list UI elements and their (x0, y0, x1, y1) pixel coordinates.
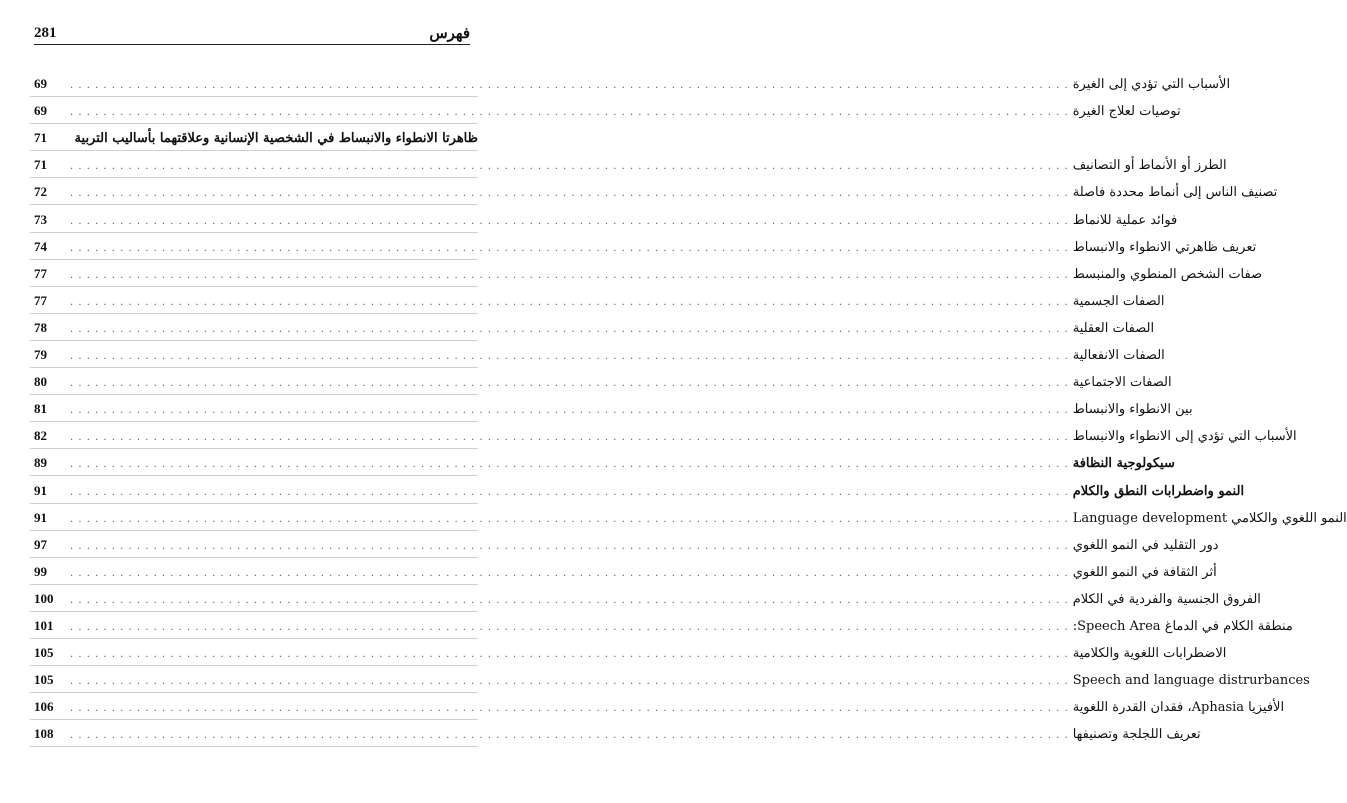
toc-page-number: 78 (34, 319, 47, 335)
toc-entry-title: الأسباب التي تؤدي إلى الغيرة (1072, 77, 1231, 93)
toc-page-number: 72 (34, 184, 47, 200)
toc-entry (30, 422, 1297, 449)
toc-entry-title: الصفات الجسمية (1072, 293, 1165, 309)
toc-page-number: 74 (34, 238, 47, 254)
toc-entry (30, 612, 1293, 639)
dot-leader: . . . . . . . . . . . . . . . . . . . . . . . . . . . . . . . . . . . . . . . . . . . . . . . . . . . . . . . . . . . . . . . . . . . . . . . . . . . . . . . . . . . . . . . . . . . . . . . . . . . . . . . . . . . . . . . . . . . . . . . . (70, 161, 1069, 173)
toc-page-number: 100 (34, 590, 54, 606)
toc-entry (30, 368, 1172, 395)
dot-leader: . . . . . . . . . . . . . . . . . . . . . . . . . . . . . . . . . . . . . . . . . . . . . . . . . . . . . . . . . . . . . . . . . . . . . . . . . . . . . . . . . . . . . . . . . . . . . . . . . . . . . . . . . . . . . . . . . . . . . . . . (70, 323, 1069, 335)
toc-entry (30, 314, 1155, 341)
toc-entry (30, 70, 1231, 97)
toc-page-number: 80 (34, 374, 47, 390)
dot-leader: . . . . . . . . . . . . . . . . . . . . . . . . . . . . . . . . . . . . . . . . . . . . . . . . . . . . . . . . . . . . . . . . . . . . . . . . . . . . . . . . . . . . . . . . . . . . . . . . . . . . . . . . . . . . . . . . . . . . . . . . (70, 594, 1069, 606)
dot-leader: . . . . . . . . . . . . . . . . . . . . . . . . . . . . . . . . . . . . . . . . . . . . . . . . . . . . . . . . . . . . . . . . . . . . . . . . . . . . . . . . . . . . . . . . . . . . . . . . . . . . . . . . . . . . . . . . . . . . . . . . (70, 649, 1069, 661)
dot-leader: . . . . . . . . . . . . . . . . . . . . . . . . . . . . . . . . . . . . . . . . . . . . . . . . . . . . . . . . . . . . . . . . . . . . . . . . . . . . . . . . . . . . . . . . . . . . . . . . . . . . . . . . . . . . . . . . . . . . . . . . (70, 296, 1069, 308)
dot-leader: . . . . . . . . . . . . . . . . . . . . . . . . . . . . . . . . . . . . . . . . . . . . . . . . . . . . . . . . . . . . . . . . . . . . . . . . . . . . . . . . . . . . . . . . . . . . . . . . . . . . . . . . . . . . . . . . . . . . . . . . (70, 351, 1069, 363)
table-of-contents (30, 70, 1347, 747)
toc-entry-title: أثر الثقافة في النمو اللغوي (1072, 564, 1217, 580)
toc-page-number: 77 (34, 265, 47, 281)
dot-leader: . . . . . . . . . . . . . . . . . . . . . . . . . . . . . . . . . . . . . . . . . . . . . . . . . . . . . . . . . . . . . . . . . . . . . . . . . . . . . . . . . . . . . . . . . . . . . . . . . . . . . . . . . . . . . . . . . . . . . . . . (70, 676, 1069, 688)
dot-leader: . . . . . . . . . . . . . . . . . . . . . . . . . . . . . . . . . . . . . . . . . . . . . . . . . . . . . . . . . . . . . . . . . . . . . . . . . . . . . . . . . . . . . . . . . . . . . . . . . . . . . . . . . . . . . . . . . . . . . . . . (70, 405, 1069, 417)
toc-page-number: 82 (34, 428, 47, 444)
toc-entry (30, 395, 1193, 422)
toc-page-number: 101 (34, 617, 54, 633)
toc-entry-title: الصفات العقلية (1072, 320, 1155, 336)
toc-page-number: 91 (34, 482, 47, 498)
toc-page-number: 105 (34, 672, 54, 688)
dot-leader: . . . . . . . . . . . . . . . . . . . . . . . . . . . . . . . . . . . . . . . . . . . . . . . . . . . . . . . . . . . . . . . . . . . . . . . . . . . . . . . . . . . . . . . . . . . . . . . . . . . . . . . . . . . . . . . . . . . . . . . . (70, 107, 1069, 119)
toc-entry-title: الصفات الانفعالية (1072, 348, 1165, 364)
dot-leader: . . . . . . . . . . . . . . . . . . . . . . . . . . . . . . . . . . . . . . . . . . . . . . . . . . . . . . . . . . . . . . . . . . . . . . . . . . . . . . . . . . . . . . . . . . . . . . . . . . . . . . . . . . . . . . . . . . . . . . . . (70, 80, 1069, 92)
page-number: 281 (34, 25, 57, 41)
toc-page-number: 108 (34, 726, 54, 742)
dot-leader: . . . . . . . . . . . . . . . . . . . . . . . . . . . . . . . . . . . . . . . . . . . . . . . . . . . . . . . . . . . . . . . . . . . . . . . . . . . . . . . . . . . . . . . . . . . . . . . . . . . . . . . . . . . . . . . . . . . . . . . . (70, 703, 1069, 715)
toc-page-number: 73 (34, 211, 47, 227)
toc-entry (30, 287, 1165, 314)
toc-entry-title: الأسباب التي تؤدي إلى الانطواء والانبساط (1072, 429, 1297, 445)
toc-entry (30, 124, 478, 151)
toc-entry-title: الأفيزيا Aphasia، فقدان القدرة اللغوية (1072, 700, 1285, 716)
toc-entry (30, 449, 1175, 476)
toc-entry (30, 504, 1347, 531)
toc-page-number: 89 (34, 455, 47, 471)
toc-entry-title: الاضطرابات اللغوية والكلامية (1072, 646, 1227, 662)
dot-leader: . . . . . . . . . . . . . . . . . . . . . . . . . . . . . . . . . . . . . . . . . . . . . . . . . . . . . . . . . . . . . . . . . . . . . . . . . . . . . . . . . . . . . . . . . . . . . . . . . . . . . . . . . . . . . . . . . . . . . . . . (70, 730, 1069, 742)
toc-entry (30, 178, 1278, 205)
toc-entry-title: ظاهرتا الانطواء والانبساط في الشخصية الإنسانية وعلاقتهما بأساليب التربية (74, 131, 478, 147)
toc-page-number: 97 (34, 536, 47, 552)
toc-entry-title: تصنيف الناس إلى أنماط محددة فاصلة (1072, 185, 1278, 201)
toc-entry (30, 476, 1245, 503)
toc-entry-title: سيكولوجية النظافة (1072, 456, 1175, 472)
toc-entry-title: دور التقليد في النمو اللغوي (1072, 537, 1219, 553)
dot-leader: . . . . . . . . . . . . . . . . . . . . . . . . . . . . . . . . . . . . . . . . . . . . . . . . . . . . . . . . . . . . . . . . . . . . . . . . . . . . . . . . . . . . . . . . . . . . . . . . . . . . . . . . . . . . . . . . . . . . . . . . (70, 188, 1069, 200)
dot-leader: . . . . . . . . . . . . . . . . . . . . . . . . . . . . . . . . . . . . . . . . . . . . . . . . . . . . . . . . . . . . . . . . . . . . . . . . . . . . . . . . . . . . . . . . . . . . . . . . . . . . . . . . . . . . . . . . . . . . . . . . (70, 215, 1069, 227)
toc-entry-title: صفات الشخص المنطوي والمنبسط (1072, 266, 1263, 282)
toc-entry-title: فوائد عملية للانماط (1072, 212, 1178, 228)
toc-entry (30, 693, 1285, 720)
toc-entry-title: النمو اللغوي والكلامي Language development (1072, 510, 1347, 526)
toc-entry (30, 558, 1217, 585)
toc-page-number: 81 (34, 401, 47, 417)
toc-page-number: 71 (34, 157, 47, 173)
toc-entry (30, 260, 1263, 287)
toc-entry-title: منطقة الكلام في الدماغ Speech Area: (1072, 618, 1293, 634)
dot-leader: . . . . . . . . . . . . . . . . . . . . . . . . . . . . . . . . . . . . . . . . . . . . . . . . . . . . . . . . . . . . . . . . . . . . . . . . . . . . . . . . . . . . . . . . . . . . . . . . . . . . . . . . . . . . . . . . . . . . . . . . (70, 621, 1069, 633)
dot-leader: . . . . . . . . . . . . . . . . . . . . . . . . . . . . . . . . . . . . . . . . . . . . . . . . . . . . . . . . . . . . . . . . . . . . . . . . . . . . . . . . . . . . . . . . . . . . . . . . . . . . . . . . . . . . . . . . . . . . . . . . (70, 432, 1069, 444)
toc-entry (30, 720, 1201, 747)
toc-entry (30, 531, 1219, 558)
toc-page-number: 69 (34, 103, 47, 119)
toc-entry-title: النمو واضطرابات النطق والكلام (1072, 483, 1245, 499)
toc-page-number: 99 (34, 563, 47, 579)
toc-entry-title: الفروق الجنسية والفردية في الكلام (1072, 591, 1261, 607)
toc-page-number: 105 (34, 645, 54, 661)
dot-leader: . . . . . . . . . . . . . . . . . . . . . . . . . . . . . . . . . . . . . . . . . . . . . . . . . . . . . . . . . . . . . . . . . . . . . . . . . . . . . . . . . . . . . . . . . . . . . . . . . . . . . . . . . . . . . . . . . . . . . . . . (70, 459, 1069, 471)
page-header (34, 18, 470, 45)
toc-entry-title: توصيات لعلاج الغيرة (1072, 104, 1181, 120)
dot-leader: . . . . . . . . . . . . . . . . . . . . . . . . . . . . . . . . . . . . . . . . . . . . . . . . . . . . . . . . . . . . . . . . . . . . . . . . . . . . . . . . . . . . . . . . . . . . . . . . . . . . . . . . . . . . . . . . . . . . . . . . (70, 513, 1069, 525)
toc-entry (30, 639, 1227, 666)
toc-entry-title: الطرز أو الأنماط أو التصانيف (1072, 158, 1227, 174)
dot-leader (70, 134, 71, 150)
toc-entry (30, 666, 1310, 693)
toc-page-number: 69 (34, 76, 47, 92)
toc-entry (30, 97, 1181, 124)
toc-entry-title: تعريف اللجلجة وتصنيفها (1072, 727, 1201, 743)
dot-leader: . . . . . . . . . . . . . . . . . . . . . . . . . . . . . . . . . . . . . . . . . . . . . . . . . . . . . . . . . . . . . . . . . . . . . . . . . . . . . . . . . . . . . . . . . . . . . . . . . . . . . . . . . . . . . . . . . . . . . . . . (70, 378, 1069, 390)
toc-entry-title: تعريف ظاهرتي الانطواء والانبساط (1072, 239, 1257, 255)
toc-entry (30, 205, 1178, 232)
toc-page-number: 91 (34, 509, 47, 525)
dot-leader: . . . . . . . . . . . . . . . . . . . . . . . . . . . . . . . . . . . . . . . . . . . . . . . . . . . . . . . . . . . . . . . . . . . . . . . . . . . . . . . . . . . . . . . . . . . . . . . . . . . . . . . . . . . . . . . . . . . . . . . . (70, 269, 1069, 281)
toc-entry-title: الصفات الاجتماعية (1072, 375, 1172, 391)
dot-leader: . . . . . . . . . . . . . . . . . . . . . . . . . . . . . . . . . . . . . . . . . . . . . . . . . . . . . . . . . . . . . . . . . . . . . . . . . . . . . . . . . . . . . . . . . . . . . . . . . . . . . . . . . . . . . . . . . . . . . . . . (70, 486, 1069, 498)
dot-leader: . . . . . . . . . . . . . . . . . . . . . . . . . . . . . . . . . . . . . . . . . . . . . . . . . . . . . . . . . . . . . . . . . . . . . . . . . . . . . . . . . . . . . . . . . . . . . . . . . . . . . . . . . . . . . . . . . . . . . . . . (70, 540, 1069, 552)
toc-page-number: 77 (34, 292, 47, 308)
page-title: فهرس (429, 24, 470, 42)
dot-leader: . . . . . . . . . . . . . . . . . . . . . . . . . . . . . . . . . . . . . . . . . . . . . . . . . . . . . . . . . . . . . . . . . . . . . . . . . . . . . . . . . . . . . . . . . . . . . . . . . . . . . . . . . . . . . . . . . . . . . . . . (70, 567, 1069, 579)
toc-entry (30, 341, 1165, 368)
toc-entry (30, 151, 1227, 178)
toc-page-number: 106 (34, 699, 54, 715)
toc-entry-title: Speech and language distrurbances (1072, 673, 1310, 689)
toc-page-number: 71 (34, 130, 47, 146)
toc-entry (30, 585, 1261, 612)
toc-entry (30, 233, 1257, 260)
toc-entry-title: بين الانطواء والانبساط (1072, 402, 1193, 418)
dot-leader: . . . . . . . . . . . . . . . . . . . . . . . . . . . . . . . . . . . . . . . . . . . . . . . . . . . . . . . . . . . . . . . . . . . . . . . . . . . . . . . . . . . . . . . . . . . . . . . . . . . . . . . . . . . . . . . . . . . . . . . . (70, 242, 1069, 254)
toc-page-number: 79 (34, 347, 47, 363)
